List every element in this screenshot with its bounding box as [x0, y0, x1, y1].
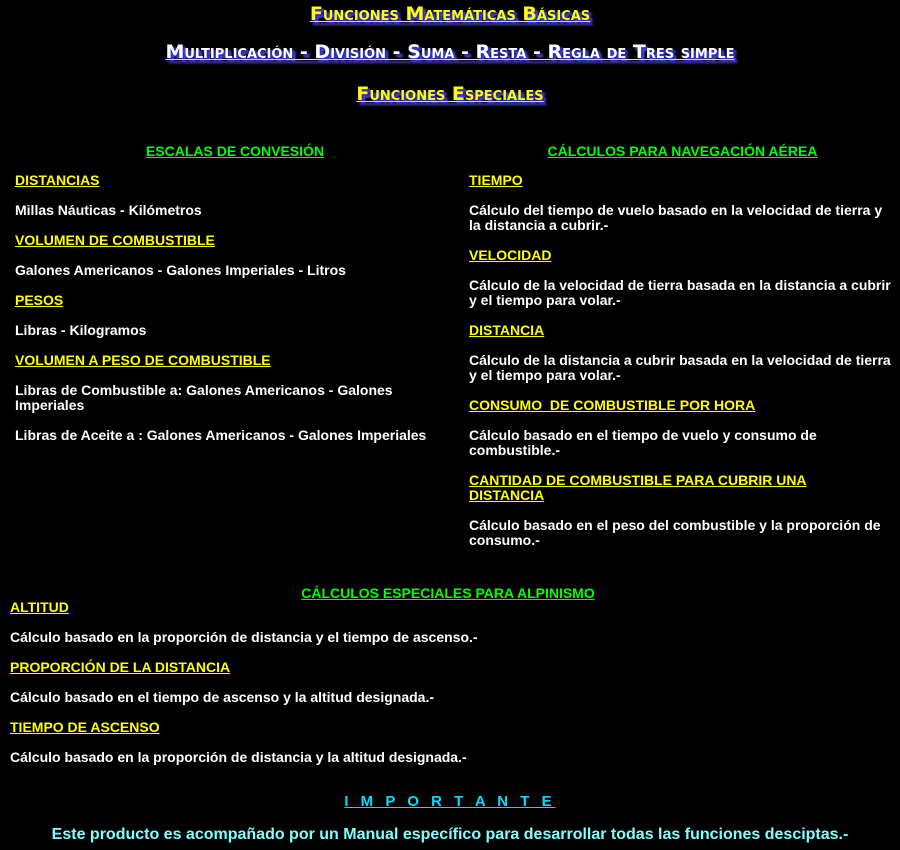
desc-cantidad-combustible: Cálculo basado en el peso del combustible y la proporción de consumo.-	[469, 517, 881, 548]
desc-altitud: Cálculo basado en la proporción de distancia y el tiempo de ascenso.-	[10, 629, 478, 645]
section-title-conversion: ESCALAS DE CONVESIÓN	[145, 143, 325, 159]
page-subtitle-operations	[0, 41, 900, 63]
desc-volumen-peso-aceite: Libras de Aceite a : Galones Americanos - Galones Imperiales	[15, 427, 427, 443]
desc-pesos: Libras - Kilogramos	[15, 322, 147, 338]
desc-volumen-peso-combustible: Libras de Combustible a: Galones Americanos - Galones Imperiales	[15, 382, 393, 413]
desc-proporcion-distancia: Cálculo basado en el tiempo de ascenso y la altitud designada.-	[10, 689, 434, 705]
link-altitud[interactable]: ALTITUD	[10, 599, 69, 615]
page-subtitle-special	[0, 83, 900, 105]
desc-tiempo: Cálculo del tiempo de vuelo basado en la velocidad de tierra y la distancia a cubrir.-	[469, 202, 883, 233]
title-special-functions: Funciones Especiales	[356, 83, 544, 105]
link-cantidad-combustible[interactable]: CANTIDAD DE COMBUSTIBLE PARA CUBRIR UNA DISTANCIA	[469, 472, 807, 503]
link-consumo-combustible[interactable]: CONSUMO DE COMBUSTIBLE POR HORA	[469, 397, 756, 413]
desc-distancia: Cálculo de la distancia a cubrir basada en la velocidad de tierra y el tiempo para volar.-	[469, 352, 891, 383]
desc-consumo-combustible: Cálculo basado en el tiempo de vuelo y consumo de combustible.-	[469, 427, 817, 458]
title-operations: Multiplicación - División - Suma - Resta - Regla de Tres simple	[165, 41, 735, 63]
link-volumen-combustible[interactable]: VOLUMEN DE COMBUSTIBLE	[15, 232, 215, 248]
desc-volumen-combustible: Galones Americanos - Galones Imperiales - Litros	[15, 262, 346, 278]
desc-tiempo-ascenso: Cálculo basado en la proporción de distancia y la altitud designada.-	[10, 749, 467, 765]
link-velocidad[interactable]: VELOCIDAD	[469, 247, 552, 263]
link-tiempo[interactable]: TIEMPO	[469, 172, 523, 188]
link-tiempo-ascenso[interactable]: TIEMPO DE ASCENSO	[10, 719, 160, 735]
link-volumen-peso[interactable]: VOLUMEN A PESO DE COMBUSTIBLE	[15, 352, 271, 368]
page-title	[0, 3, 900, 25]
link-distancias[interactable]: DISTANCIAS	[15, 172, 100, 188]
link-pesos[interactable]: PESOS	[15, 292, 64, 308]
desc-velocidad: Cálculo de la velocidad de tierra basada en la distancia a cubrir y el tiempo para volar.-	[469, 277, 891, 308]
title-basic-functions: Funciones Matemáticas Básicas	[309, 3, 591, 25]
link-proporcion-distancia[interactable]: PROPORCIÓN DE LA DISTANCIA	[10, 659, 231, 675]
section-title-alpinism: CÁLCULOS ESPECIALES PARA ALPINISMO	[301, 585, 595, 601]
important-title: I M P O R T A N T E	[344, 793, 556, 810]
important-text: Este producto es acompañado por un Manual específico para desarrollar todas las funciones desciptas.-	[51, 826, 849, 843]
desc-distancias: Millas Náuticas - Kilómetros	[15, 202, 202, 218]
link-distancia[interactable]: DISTANCIA	[469, 322, 545, 338]
section-title-navigation: CÁLCULOS PARA NAVEGACIÓN AÉREA	[547, 143, 818, 159]
